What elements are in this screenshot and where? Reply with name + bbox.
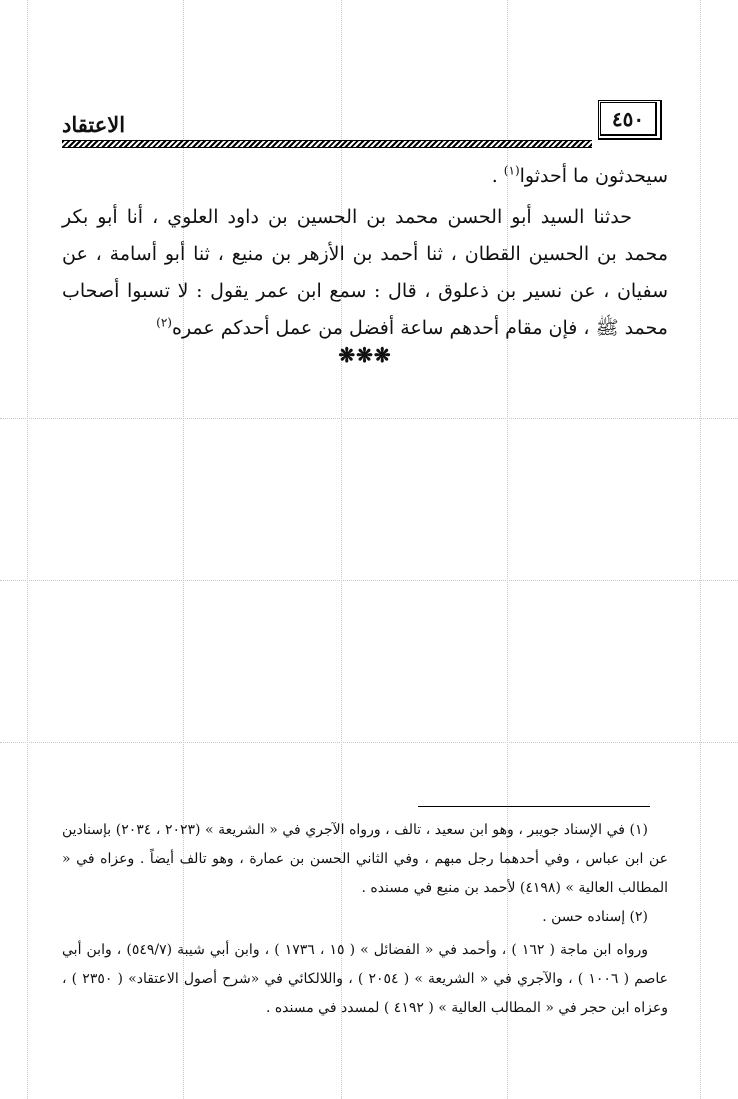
scan-guide-line: [27, 0, 28, 1099]
running-title: الاعتقاد: [62, 112, 126, 137]
scan-guide-line: [0, 418, 738, 419]
footnote-ref: (٢): [156, 315, 172, 330]
footnote-2: (٢) إسناده حسن .: [542, 909, 648, 925]
footnote-ref: (١): [503, 163, 520, 178]
hadith-paragraph: حدثنا السيد أبو الحسن محمد بن الحسين بن داود العلوي ، أنا أبو بكر محمد بن الحسين القطان ، ثنا أحمد بن الأزهر بن منيع ، ثنا أبو أسامة ، عن سفيان ، عن نسير بن ذعلوق ، قال : سمع ابن عمر يقول : لا تسبوا أصحاب محمد ﷺ ، فإن مقام أحدهم ساعة أفضل من عمل أحدكم عمره$^{(٢)}$: [62, 206, 668, 339]
scan-guide-line: [0, 742, 738, 743]
main-text: [62, 158, 668, 347]
section-separator: ❋❋❋: [338, 343, 392, 367]
page-header: [62, 96, 662, 148]
text-line: سيحدثون ما أحدثوا$^{(١)}$ .: [491, 163, 668, 187]
scan-guide-line: [0, 580, 738, 581]
scan-guide-line: [700, 0, 701, 1099]
page-number: ٤٥٠: [598, 100, 662, 140]
header-rule: [62, 140, 592, 148]
footnote-2-continued: ورواه ابن ماجة ( ١٦٢ ) ، وأحمد في « الفضائل » ( ١٥ ، ١٧٣٦ ) ، وابن أبي شيبة (٥٤٩/٧) ، وابن أبي عاصم ( ١٠٠٦ ) ، والآجري في « الشريعة » ( ٢٠٥٤ ) ، واللالكائي في «شرح أصول الاعتقاد» ( ٢٣٥٠ ) ، وعزاه ابن حجر في « المطالب العالية » ( ٤١٩٢ ) لمسدد في مسنده .: [62, 942, 669, 1016]
footnote-1: (١) في الإسناد جويبر ، وهو ابن سعيد ، تالف ، ورواه الآجري في « الشريعة » (٢٠٢٣ ، ٢٠٣٤) بإسنادين عن ابن عباس ، وفي أحدهما رجل مبهم ، وفي الثاني الحسن بن عمارة ، وهو تالف أيضاً . وعزاه في « المطالب العالية » (٤١٩٨) لأحمد بن منيع في مسنده .: [62, 822, 668, 896]
footnotes: [62, 816, 668, 1023]
footnote-divider: [418, 806, 650, 807]
